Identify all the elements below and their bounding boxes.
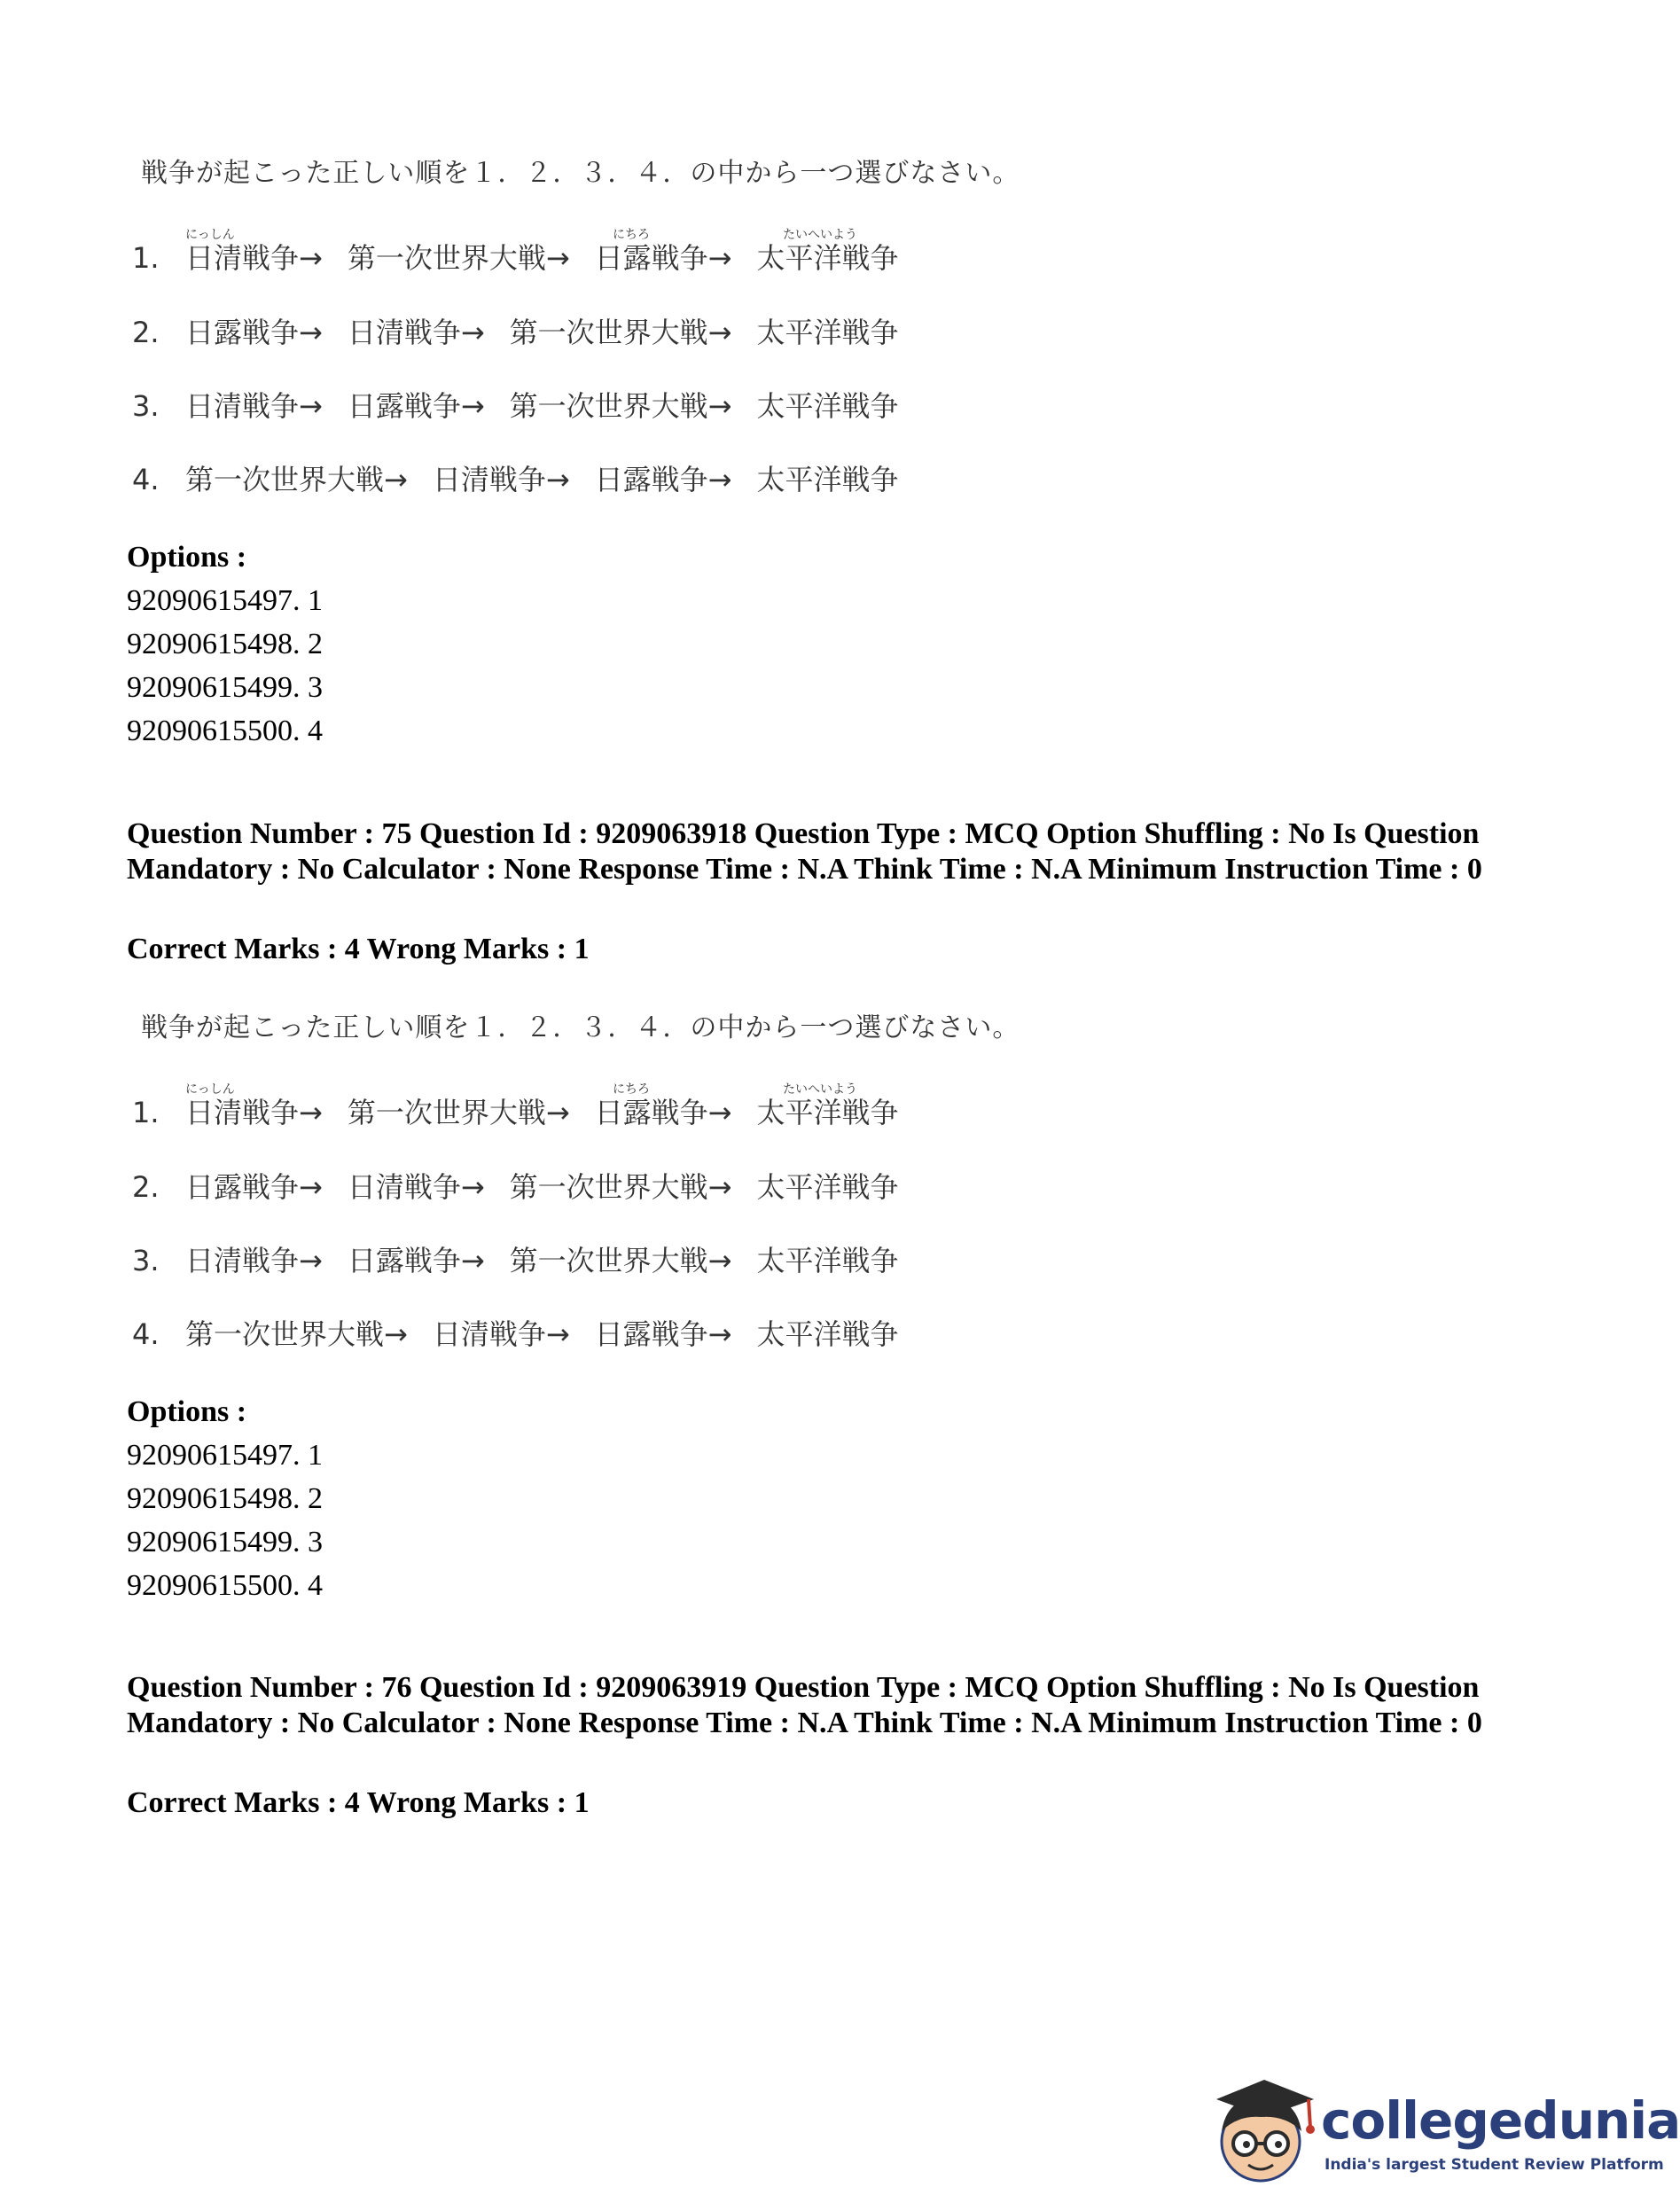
choice-item: 第一次世界大戦→	[509, 1244, 732, 1277]
choice-item: 日清戦争→	[185, 241, 323, 275]
choice-item: 太平洋戦争	[756, 1317, 899, 1351]
choice-number: 3.	[132, 1244, 160, 1277]
choice-item: 太平洋戦争	[756, 1170, 899, 1204]
student-mascot-icon	[1209, 2073, 1319, 2186]
ruby-nichiro: にちろ	[613, 228, 650, 242]
choice-item: 日清戦争→	[432, 1317, 570, 1351]
choice-item: 第一次世界大戦→	[185, 1317, 408, 1351]
choice-item: 第一次世界大戦→	[509, 389, 732, 423]
options-label: Options :	[127, 1395, 247, 1428]
choice-item: 日露戦争→	[185, 316, 323, 349]
choice-item: 日露戦争→	[347, 1244, 485, 1277]
ruby-nisshin: にっしん	[185, 1082, 235, 1097]
choice-4	[132, 1312, 924, 1351]
choice-number: 2.	[132, 1170, 160, 1204]
choice-item: 日清戦争→	[432, 463, 570, 496]
option-item: 92090615500. 4	[127, 1569, 323, 1602]
logo-tagline: India's largest Student Review Platform	[1324, 2156, 1664, 2174]
ruby-nisshin: にっしん	[185, 228, 235, 242]
choice-item: 日清戦争→	[347, 316, 485, 349]
choice-item: 第一次世界大戦→	[509, 1170, 732, 1204]
choice-4	[132, 457, 924, 496]
choice-number: 1.	[132, 1096, 160, 1129]
choice-item: 日清戦争→	[185, 1096, 323, 1129]
choice-item: 太平洋戦争	[756, 1244, 899, 1277]
choice-number: 3.	[132, 389, 160, 423]
choice-number: 4.	[132, 1317, 160, 1351]
choice-item: 太平洋戦争	[756, 1096, 899, 1129]
choice-item: 日露戦争→	[185, 1170, 323, 1204]
question-marks: Correct Marks : 4 Wrong Marks : 1	[127, 1786, 590, 1819]
question-instruction: 戦争が起こった正しい順を１．２．３．４．の中から一つ選びなさい。	[141, 158, 1020, 189]
option-item: 92090615499. 3	[127, 671, 323, 704]
option-item: 92090615499. 3	[127, 1526, 323, 1558]
choice-item: 第一次世界大戦→	[185, 463, 408, 496]
choice-number: 2.	[132, 316, 160, 349]
question-instruction: 戦争が起こった正しい順を１．２．３．４．の中から一つ選びなさい。	[141, 1012, 1020, 1043]
choice-3	[132, 1238, 924, 1277]
collegedunia-logo	[1209, 2073, 1680, 2186]
ruby-taiheiyou: たいへいよう	[783, 228, 857, 242]
question-meta: Question Number : 75 Question Id : 9209063918 Question Type : MCQ Option Shuffling : No Is Question Mandatory : No Calculator : None Response Time : N.A Think Time : N.A Minimum Instruction Time : 0	[127, 817, 1482, 886]
choice-item: 第一次世界大戦→	[347, 241, 570, 275]
question-meta: Question Number : 76 Question Id : 9209063919 Question Type : MCQ Option Shuffling : No Is Question Mandatory : No Calculator : None Response Time : N.A Think Time : N.A Minimum Instruction Time : 0	[127, 1671, 1482, 1739]
choice-item: 日露戦争→	[594, 463, 732, 496]
choice-item: 日清戦争→	[185, 1244, 323, 1277]
choice-item: 第一次世界大戦→	[347, 1096, 570, 1129]
choice-1	[132, 236, 924, 275]
choice-item: 太平洋戦争	[756, 316, 899, 349]
choice-item: 日露戦争→	[347, 389, 485, 423]
choice-item: 太平洋戦争	[756, 241, 899, 275]
choice-item: 日露戦争→	[594, 1096, 732, 1129]
choice-3	[132, 384, 924, 423]
choice-number: 4.	[132, 463, 160, 496]
ruby-nichiro: にちろ	[613, 1082, 650, 1097]
choice-item: 太平洋戦争	[756, 389, 899, 423]
option-item: 92090615497. 1	[127, 1439, 323, 1472]
choice-1	[132, 1090, 924, 1129]
options-label: Options :	[127, 541, 247, 574]
choice-item: 日露戦争→	[594, 1317, 732, 1351]
ruby-taiheiyou: たいへいよう	[783, 1082, 857, 1097]
choice-item: 日清戦争→	[185, 389, 323, 423]
choice-number: 1.	[132, 241, 160, 275]
choice-item: 日露戦争→	[594, 241, 732, 275]
choice-item: 第一次世界大戦→	[509, 316, 732, 349]
question-marks: Correct Marks : 4 Wrong Marks : 1	[127, 933, 590, 965]
option-item: 92090615498. 2	[127, 1482, 323, 1515]
option-item: 92090615500. 4	[127, 715, 323, 747]
option-item: 92090615497. 1	[127, 584, 323, 617]
choice-2	[132, 310, 924, 349]
logo-brand: collegedunia	[1321, 2090, 1680, 2151]
choice-2	[132, 1165, 924, 1204]
option-item: 92090615498. 2	[127, 628, 323, 660]
choice-item: 太平洋戦争	[756, 463, 899, 496]
choice-item: 日清戦争→	[347, 1170, 485, 1204]
